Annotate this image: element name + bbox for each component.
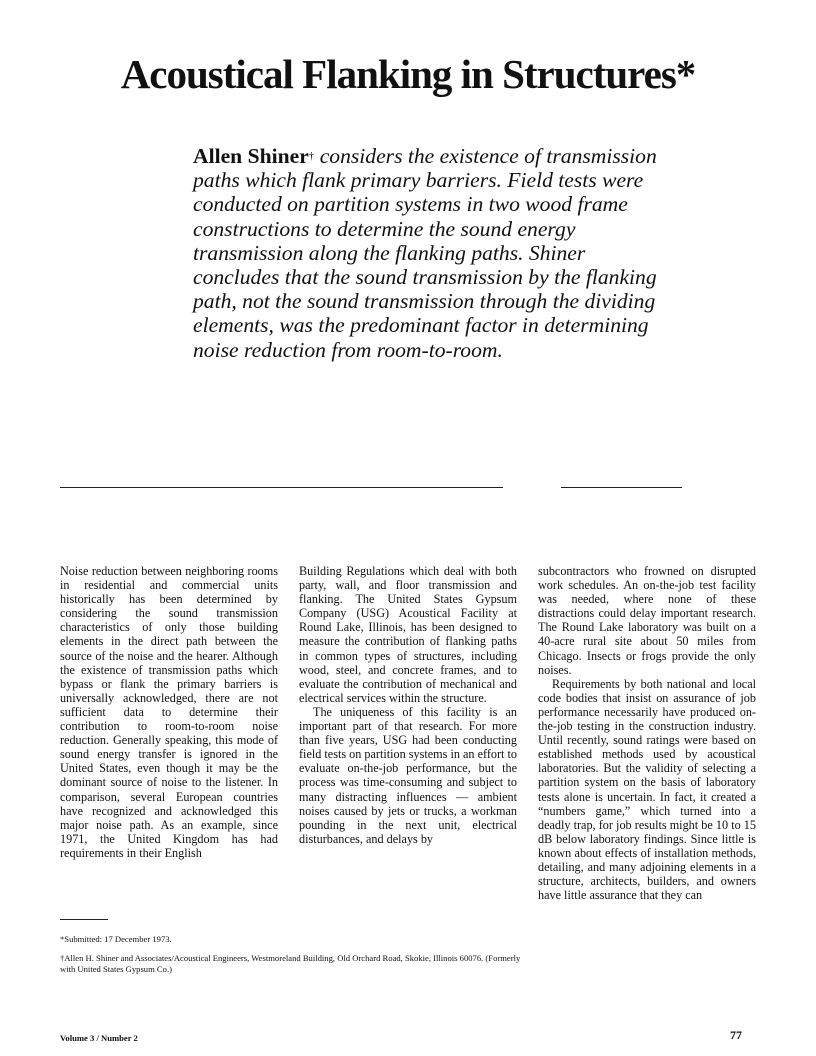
body-column-1 (60, 564, 278, 860)
footnote-submitted: *Submitted: 17 December 1973. (60, 934, 172, 944)
body-column-2 (299, 564, 517, 846)
page-number: 77 (730, 1028, 742, 1042)
author-dagger: † (308, 150, 315, 162)
body-paragraph: The uniqueness of this facility is an important part of that research. For more than five years, USG had been conducting field tests on partition systems in an effort to evaluate on-the-job performance, but the process was time-consuming and subject to many distracting influences — ambient noises caused by jets or trucks, a workman pounding in the next unit, electrical disturbances, and delays by (299, 704, 517, 846)
body-column-3 (538, 564, 756, 902)
author-name: Allen Shiner (193, 144, 309, 168)
abstract-text: considers the existence of transmission paths which flank primary barriers. Field tests were conducted on partition systems in two wood frame constructions to determine the sound energy transmission along the flanking paths. Shiner concludes that the sound transmission by the flanking path, not the sound transmission through the dividing elements, was the predominant factor in determining noise reduction from room-to-room. (193, 144, 657, 362)
abstract (193, 144, 663, 362)
volume-label: Volume 3 / Number 2 (60, 1033, 138, 1043)
footnote-affiliation: †Allen H. Shiner and Associates/Acoustical Engineers, Westmoreland Building, Old Orchard Road, Skokie, Illinois 60076. (Formerly with United States Gypsum Co.) (60, 953, 521, 974)
body-paragraph: Noise reduction between neighboring rooms in residential and commercial units historically has been determined by considering the sound transmission characteristics of only those building elements in the direct path between the source of the noise and the hearer. Although the existence of transmission paths which bypass or flank the primary barriers is universally acknowledged, there are not sufficient data to determine their contribution to room-to-room noise reduction. Generally speaking, this mode of sound energy transfer is ignored in the United States, even though it may be the dominant source of noise to the listener. In comparison, several European countries have recognized and acknowledged this major noise path. As an example, since 1971, the United Kingdom has had requirements in their English (60, 564, 278, 860)
body-paragraph: Requirements by both national and local code bodies that insist on assurance of job performance necessarily have produced on-the-job testing in the construction industry. Until recently, sound ratings were based on established methods used by acoustical laboratories. But the validity of selecting a partition system on the basis of laboratory tests alone is uncertain. In fact, it created a “numbers game,” which turned into a deadly trap, for job results might be 10 to 15 dB below laboratory findings. Since little is known about effects of installation methods, detailing, and many adjoining elements in a structure, architects, builders, and owners have little assurance that they can (538, 676, 756, 903)
article-title: Acoustical Flanking in Structures* (120, 51, 696, 97)
footnotes (60, 934, 530, 983)
body-paragraph: Building Regulations which deal with both party, wall, and floor transmission and flanking. The United States Gypsum Company (USG) Acoustical Facility at Round Lake, Illinois, has been designed to measure the contribution of flanking paths in common types of structures, including wood, steel, and concrete frames, and to evaluate the contribution of mechanical and electrical services within the structure. (299, 564, 517, 705)
separator-rule-left (60, 487, 503, 488)
body-paragraph: subcontractors who frowned on disrupted work schedules. An on-the-job test facility was needed, where none of these distractions could delay important research. The Round Lake laboratory was built on a 40-acre rural site about 50 miles from Chicago. Insects or frogs provide the only noises. (538, 564, 756, 677)
separator-rule-right (561, 487, 682, 488)
footnote-rule (60, 919, 108, 920)
